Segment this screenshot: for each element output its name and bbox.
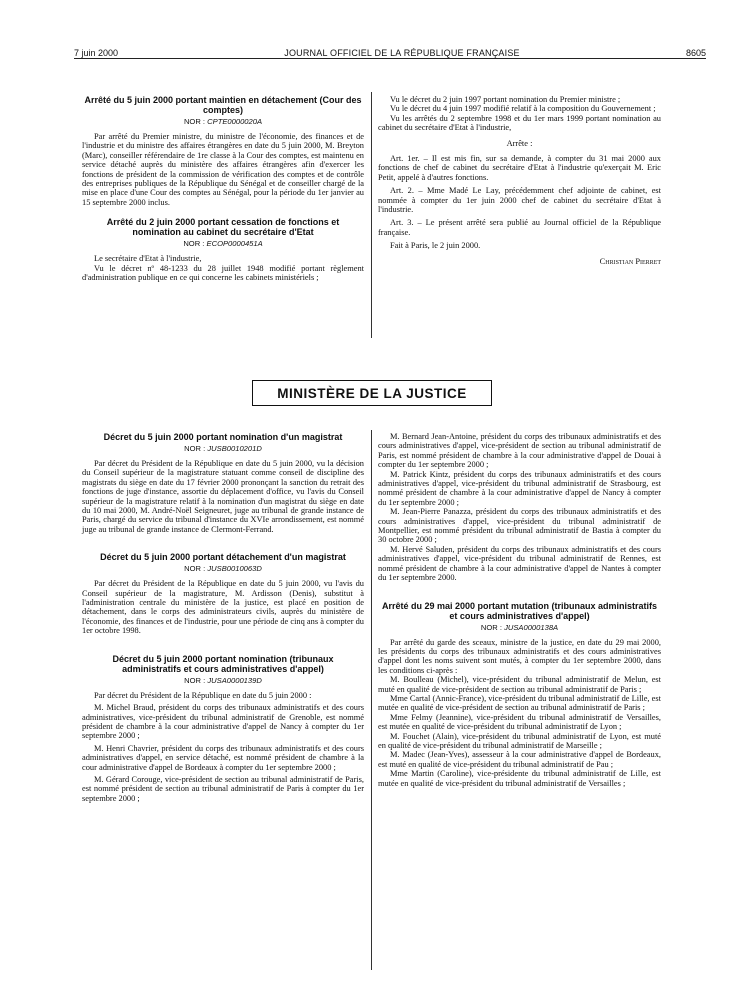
article-3: Art. 3. – Le présent arrêté sera publié au Journal officiel de la République française. [378, 218, 661, 237]
header-journal-title: JOURNAL OFFICIEL DE LA RÉPUBLIQUE FRANÇAISE [284, 48, 520, 58]
arrete-2-p2: Vu le décret nº 48-1233 du 28 juillet 1948 modifié portant règlement d'administration publique en ce qui concerne les cabinets ministériels ; [82, 263, 364, 283]
decret-3-p1: Par décret du Président de la République en date du 5 juin 2000 : [94, 690, 312, 700]
bottom-left-column [82, 432, 364, 803]
bottom-right-column [378, 432, 661, 788]
mutation-3: Mme Felmy (Jeannine), vice-président du tribunal administratif de Versailles, est mutée en qualité de vice-président du tribunal administratif de Lyon ; [378, 712, 661, 732]
page-header [74, 44, 706, 59]
column-divider-bottom [371, 430, 372, 970]
arrete-1-title: Arrêté du 5 juin 2000 portant maintien en détachement (Cour des comptes) [84, 95, 362, 115]
decret-3-p4: M. Gérard Corouge, vice-président de section au tribunal administratif de Paris, est nommé président de section au tribunal administratif de Paris à compter du 1er septembre 2000 ; [82, 774, 364, 803]
column-divider-top [371, 92, 372, 338]
article-2: Art. 2. – Mme Madé Le Lay, précédemment chef adjointe de cabinet, est nommée à compter du 1er juin 2000 chef de cabinet du secrétaire d'Etat à l'industrie. [378, 186, 661, 215]
arrete-1-text: Par arrêté du Premier ministre, du ministre de l'économie, des finances et de l'industrie et du ministre des affaires étrangères en date du 5 juin 2000, M. Breyton (Marc), conseiller référendaire de 1re classe à la Cour des comptes, est maintenu en service détaché auprès du ministère des affaires étrangères afin d'exercer les fonctions de président de la commission de vérification des comptes et de contrôle des entreprises publiques de la République du Sénégal et de conseiller chargé de la mise en place d'une Cour des comptes au Sénégal, pour la période du 1er janvier au 15 septembre 2000 inclus. [82, 132, 364, 207]
mutation-intro: Par arrêté du garde des sceaux, ministre de la justice, en date du 29 mai 2000, les présidents du corps des tribunaux administratifs et des cours administratives d'appel dont les noms suivent sont mutés, à compter du 1er septembre 2000, dans les conditions ci-après : [378, 637, 661, 675]
decret-3-p2: M. Michel Braud, président du corps des tribunaux administratifs et des cours administratives, vice-président du tribunal administratif de Grenoble, est nommé président de chambre à la cour administrative d'appel de Nancy à compter du 1er septembre 2000 ; [82, 703, 364, 741]
decret-3-p3: M. Henri Chavrier, président du corps des tribunaux administratifs et des cours administratives d'appel, en service détaché, est nommé président de chambre à la cour administrative d'appel de Bordeaux à compter du 1er septembre 2000 ; [82, 743, 364, 772]
arrete-word: Arrête : [506, 138, 533, 148]
arrete-1-nor: NOR : CPTE0000020A [183, 117, 263, 126]
decret-2-text: Par décret du Président de la République en date du 5 juin 2000, vu l'avis du Conseil supérieur de la magistrature, M. Ardisson (Denis), substitut à l'administration centrale du ministère de la justice, est placé en position de détachement, dans le corps des administrateurs civils, auprès du ministère de l'économie, des finances et de l'industrie, pour une période de cinq ans à compter du 1er octobre 1998. [82, 579, 364, 636]
decret-2-nor: NOR : JUSB0010063D [184, 564, 262, 574]
decret-1-title: Décret du 5 juin 2000 portant nomination d'un magistrat [103, 432, 343, 442]
ministry-banner: MINISTÈRE DE LA JUSTICE [252, 380, 492, 406]
mutation-4: M. Fouchet (Alain), vice-président du tribunal administratif de Lyon, est muté en qualité de vice-président du tribunal administratif de Marseille ; [378, 731, 661, 750]
mutation-6: Mme Martin (Caroline), vice-présidente du tribunal administratif de Lille, est mutée en qualité de vice-président du tribunal administratif de Versailles ; [378, 769, 661, 788]
decret-1-text: Par décret du Président de la République en date du 5 juin 2000, vu la décision du Conseil supérieur de la magistrature statuant comme conseil de discipline des magistrats du siège en date du 17 février 2000 prononçant la sanction du retrait des fonctions de juge d'instance, assortie du déplacement d'office, vu l'avis du Conseil supérieur de la magistrature relatif à la nomination d'un magistrat du siège en date du 10 mai 2000, M. André-Noël Seigneuret, juge au tribunal de grande instance de Paris, chargé du service du tribunal d'instance du XVIe arrondissement, est nommé juge au tribunal de grande instance de Clermont-Ferrand. [82, 459, 364, 534]
header-date: 7 juin 2000 [74, 48, 119, 58]
decret-2-title: Décret du 5 juin 2000 portant détachement d'un magistrat [100, 552, 346, 563]
mutation-2: Mme Cartal (Annic-France), vice-président du tribunal administratif de Lille, est mutée en qualité de vice-président de section au tribunal administratif de Paris ; [378, 693, 661, 713]
header-page-number: 8605 [685, 48, 706, 58]
top-right-column [378, 95, 661, 266]
visa-1: Vu le décret du 2 juin 1997 portant nomination du Premier ministre ; [390, 95, 621, 104]
mutation-5: M. Madec (Jean-Yves), assesseur à la cour administrative d'appel de Bordeaux, est muté en qualité de vice-président du tribunal administratif de Pau ; [378, 750, 661, 769]
signature: Christian Pierret [599, 256, 661, 266]
visa-2: Vu le décret du 4 juin 1997 modifié relatif à la composition du Gouvernement ; [390, 104, 656, 114]
decret-3-nor: NOR : JUSA0000139D [184, 675, 262, 685]
mutation-1: M. Boulleau (Michel), vice-président du tribunal administratif de Melun, est muté en qualité de vice-président de section au tribunal administratif de Paris ; [378, 675, 661, 694]
arrete-2-p1: Le secrétaire d'Etat à l'industrie, [94, 254, 202, 264]
arrete-mutation-nor: NOR : JUSA0000138A [480, 622, 559, 632]
fait-a-paris: Fait à Paris, le 2 juin 2000. [390, 241, 481, 251]
visa-3: Vu les arrêtés du 2 septembre 1998 et du 1er mars 1999 portant nomination au cabinet du secrétaire d'Etat à l'industrie, [378, 113, 661, 133]
nomination-2: M. Patrick Kintz, président du corps des tribunaux administratifs et des cours administratives d'appel, vice-président du tribunal administratif de Strasbourg, est nommé président de chambre à la cour administrative d'appel de Nancy à compter du 1er septembre 2000 ; [378, 469, 661, 507]
nomination-3: M. Jean-Pierre Panazza, président du corps des tribunaux administratifs et des cours administratives d'appel, vice-président du tribunal administratif de Montpellier, est nommé président du tribunal administratif de Bastia à compter du 30 octobre 2000 ; [378, 507, 661, 545]
top-left-column [82, 95, 364, 282]
decret-3-title: Décret du 5 juin 2000 portant nomination (tribunaux administratifs et cours administratives d'appel) [112, 653, 334, 674]
decret-1-nor: NOR : JUSB0010201D [184, 444, 262, 453]
arrete-2-nor: NOR : ECOP0000451A [183, 239, 263, 249]
nomination-1: M. Bernard Jean-Antoine, président du corps des tribunaux administratifs et des cours administratives d'appel, vice-président de section au tribunal administratif de Paris, est nommé président de chambre à la cour administrative d'appel de Douai à compter du 1er septembre 2000 ; [378, 432, 661, 470]
arrete-mutation-title: Arrêté du 29 mai 2000 portant mutation (tribunaux administratifs et cours administratives d'appel) [381, 600, 658, 621]
article-1: Art. 1er. – Il est mis fin, sur sa demande, à compter du 31 mai 2000 aux fonctions de chef de cabinet du secrétaire d'Etat à l'industrie qu'exerçait M. Eric Petit, appelé à d'autres fonctions. [378, 154, 661, 182]
nomination-4: M. Hervé Saluden, président du corps des tribunaux administratifs et des cours administratives d'appel, vice-président du tribunal administratif de Rennes, est nommé président de chambre à la cour administrative d'appel de Nantes à compter du 1er septembre 2000. [378, 544, 661, 583]
arrete-2-title: Arrêté du 2 juin 2000 portant cessation de fonctions et nomination au cabinet du secrétaire d'Etat [106, 217, 340, 238]
